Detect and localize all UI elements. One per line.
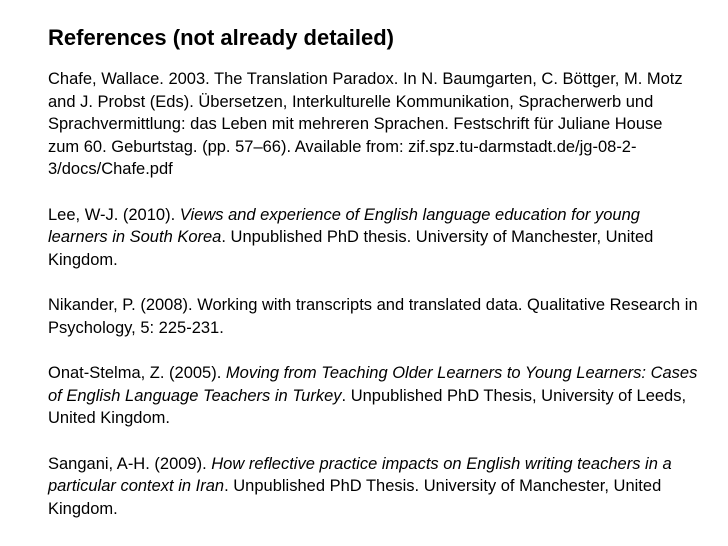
reference-title: Moving from Teaching Older Learners to Young Learners: Cases of English Language Teachers in Turkey xyxy=(48,364,698,405)
reference-lee xyxy=(48,204,698,272)
reference-details: . Unpublished PhD thesis. University of Manchester, United Kingdom. xyxy=(48,228,654,269)
reference-chafe xyxy=(48,68,698,181)
reference-title: Views and experience of English language education for young learners in South Korea xyxy=(48,205,640,246)
reference-text: Nikander, P. (2008). Working with transcripts and translated data. Qualitative Research in Psychology, 5: 225-231. xyxy=(48,296,698,337)
reference-authors: Onat-Stelma, Z. (2005). xyxy=(48,364,226,382)
reference-sangani xyxy=(48,453,698,521)
reference-authors: Sangani, A-H. (2009). xyxy=(48,454,212,473)
page-title: References (not already detailed) xyxy=(48,25,395,50)
reference-authors: Lee, W-J. (2010). xyxy=(48,205,180,224)
reference-nikander xyxy=(48,294,698,339)
reference-text: Chafe, Wallace. 2003. The Translation Paradox. In N. Baumgarten, C. Böttger, M. Motz and J. Probst (Eds). Übersetzen, Interkulturelle Kommunikation, Spracherwerb und Sprachvermittlung: das Leben mit mehreren Sprachen. Festschrift für Juliane House zum 60. Geburtstag. (pp. 57–66). Available from: zif.spz.tu-darmstadt.de/jg-08-2-3/docs/Chafe.pdf xyxy=(48,70,683,178)
reference-title: How reflective practice impacts on English writing teachers in a particular context in Iran xyxy=(48,454,672,495)
reference-onat-stelma xyxy=(48,362,698,430)
reference-details: . Unpublished PhD Thesis, University of Leeds, United Kingdom. xyxy=(48,386,687,427)
reference-details: . Unpublished PhD Thesis. University of Manchester, United Kingdom. xyxy=(48,477,662,518)
